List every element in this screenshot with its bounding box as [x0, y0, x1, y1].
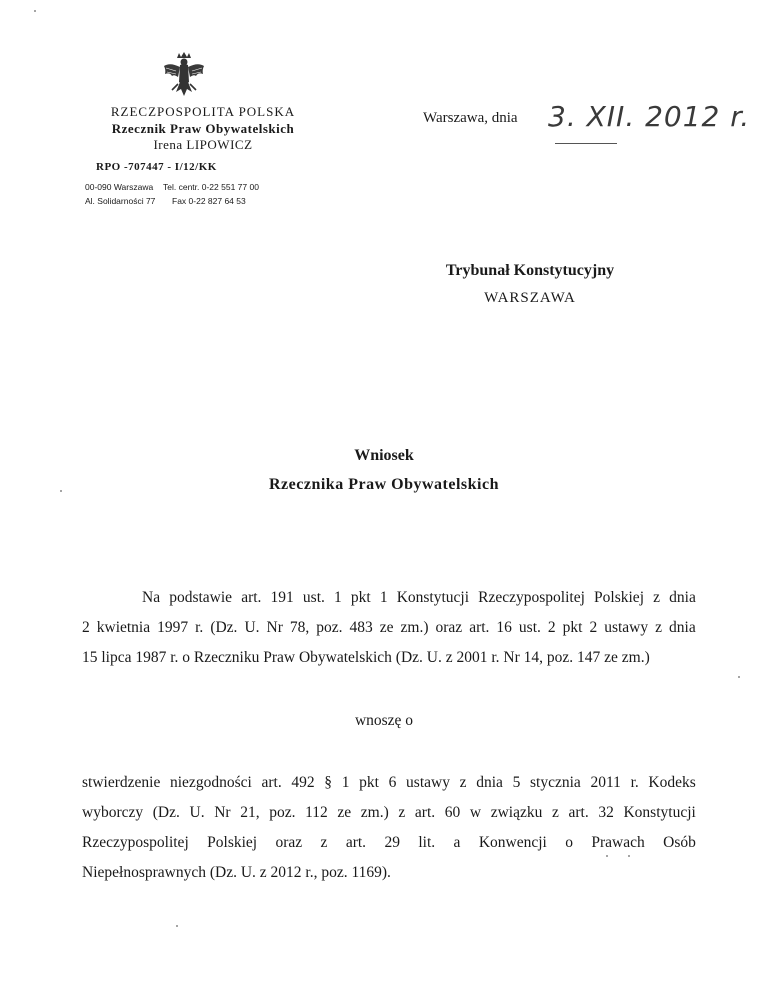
word: z — [551, 804, 559, 821]
handwritten-date: 3. XII. 2012 r. — [548, 100, 751, 133]
word: Na — [142, 589, 161, 606]
word: 29 — [384, 834, 400, 851]
word: 483 — [349, 619, 373, 636]
word: Kodeks — [648, 774, 696, 791]
addressee-city: WARSZAWA — [484, 290, 576, 306]
paragraph-2-line-1 — [82, 774, 696, 792]
word: poz. — [269, 804, 296, 821]
org-subtitle: Rzecznik Praw Obywatelskich — [111, 121, 295, 136]
paragraph-2-line-4: Niepełnosprawnych (Dz. U. z 2012 r., poz. 1169). — [82, 864, 391, 881]
word: (Dz. — [152, 804, 180, 821]
word: dnia — [476, 774, 503, 791]
word: U. — [244, 619, 260, 636]
eagle-emblem-icon — [162, 52, 206, 100]
addressee-name: Trybunał Konstytucyjny — [445, 262, 615, 279]
word: Rzeczypospolitej — [478, 589, 585, 606]
request-phrase: wnoszę o — [354, 712, 414, 729]
word: zm.) — [360, 804, 389, 821]
word: 191 — [270, 589, 294, 606]
word: dnia — [669, 589, 696, 606]
word: ust. — [518, 619, 541, 636]
paragraph-1-line-3: 15 lipca 1987 r. o Rzeczniku Praw Obywatelskich (Dz. U. z 2001 r. Nr 14, poz. 147 ze zm.) — [82, 649, 650, 666]
word: stycznia — [529, 774, 581, 791]
word: pkt — [359, 774, 379, 791]
fax-number: Fax 0-22 827 64 53 — [172, 196, 246, 206]
word: art. — [414, 804, 436, 821]
word: ze — [337, 804, 352, 821]
word: ust. — [302, 589, 325, 606]
scan-speck — [176, 925, 178, 927]
word: 1 — [334, 589, 342, 606]
word: r. — [195, 619, 204, 636]
word: pkt — [562, 619, 583, 636]
word: niezgodności — [170, 774, 252, 791]
reference-number: RPO -707447 - I/12/KK — [96, 161, 217, 173]
word: Rzeczypospolitej — [82, 834, 189, 851]
date-underline — [555, 143, 617, 144]
word: 21, — [240, 804, 260, 821]
word: Prawach — [591, 834, 645, 851]
paragraph-2-line-3 — [82, 834, 696, 852]
word: art. — [469, 619, 490, 636]
scan-speck — [628, 855, 630, 857]
paragraph-2-line-2 — [82, 804, 696, 822]
document-subtitle: Rzecznika Praw Obywatelskich — [269, 476, 499, 493]
word: ustawy — [406, 774, 450, 791]
word: 32 — [598, 804, 614, 821]
word: Osób — [663, 834, 696, 851]
word: poz. — [316, 619, 343, 636]
word: związku — [490, 804, 543, 821]
word: stwierdzenie — [82, 774, 161, 791]
word: § — [324, 774, 333, 791]
paragraph-1-line-1 — [142, 589, 696, 607]
word: pkt — [350, 589, 371, 606]
word: 6 — [388, 774, 397, 791]
word: U. — [189, 804, 205, 821]
org-person: Irena LIPOWICZ — [153, 137, 253, 152]
word: ze — [379, 619, 394, 636]
document-title: Wniosek — [354, 447, 414, 464]
word: 78, — [289, 619, 310, 636]
word: 5 — [512, 774, 521, 791]
word: Konwencji — [478, 834, 547, 851]
word: Polskiej — [594, 589, 644, 606]
word: 1 — [341, 774, 350, 791]
word: 60 — [444, 804, 461, 821]
word: Nr — [214, 804, 231, 821]
word: z — [320, 834, 328, 851]
word: Konstytucji — [623, 804, 696, 821]
word: podstawie — [169, 589, 233, 606]
word: 1 — [379, 589, 388, 606]
word: kwietnia — [96, 619, 151, 636]
word: z — [459, 774, 467, 791]
word: art. — [261, 774, 282, 791]
word: z — [653, 589, 661, 606]
word: 2 — [589, 619, 598, 636]
word: 16 — [496, 619, 512, 636]
word: r. — [630, 774, 639, 791]
word: z — [398, 804, 406, 821]
word: oraz — [435, 619, 463, 636]
scan-speck — [738, 676, 740, 678]
word: 112 — [305, 804, 328, 821]
word: art. — [568, 804, 589, 821]
scan-speck — [60, 490, 62, 492]
word: ustawy — [604, 619, 649, 636]
address-line-1: 00-090 Warszawa — [85, 182, 154, 192]
phone-number: Tel. centr. 0-22 551 77 00 — [163, 182, 259, 192]
address-line-2: Al. Solidarności 77 — [85, 196, 156, 206]
date-label: Warszawa, dnia — [423, 110, 518, 126]
word: Polskiej — [207, 834, 258, 851]
word: 2 — [82, 619, 90, 636]
org-name: RZECZPOSPOLITA POLSKA — [110, 104, 296, 119]
word: 1997 — [157, 619, 189, 636]
word: art. — [241, 589, 262, 606]
scan-speck — [606, 855, 608, 857]
word: lit. — [418, 834, 436, 851]
word: 2011 — [590, 774, 621, 791]
word: a — [453, 834, 461, 851]
word: Nr — [266, 619, 283, 636]
word: dnia — [669, 619, 696, 636]
word: w — [469, 804, 482, 821]
word: zm.) — [400, 619, 429, 636]
word: wyborczy — [82, 804, 144, 821]
word: Konstytucji — [396, 589, 470, 606]
word: oraz — [275, 834, 303, 851]
scan-speck — [34, 10, 36, 12]
word: 2 — [547, 619, 556, 636]
word: 492 — [291, 774, 315, 791]
word: o — [565, 834, 573, 851]
word: (Dz. — [210, 619, 238, 636]
word: z — [655, 619, 663, 636]
word: art. — [345, 834, 367, 851]
paragraph-1-line-2 — [82, 619, 696, 637]
